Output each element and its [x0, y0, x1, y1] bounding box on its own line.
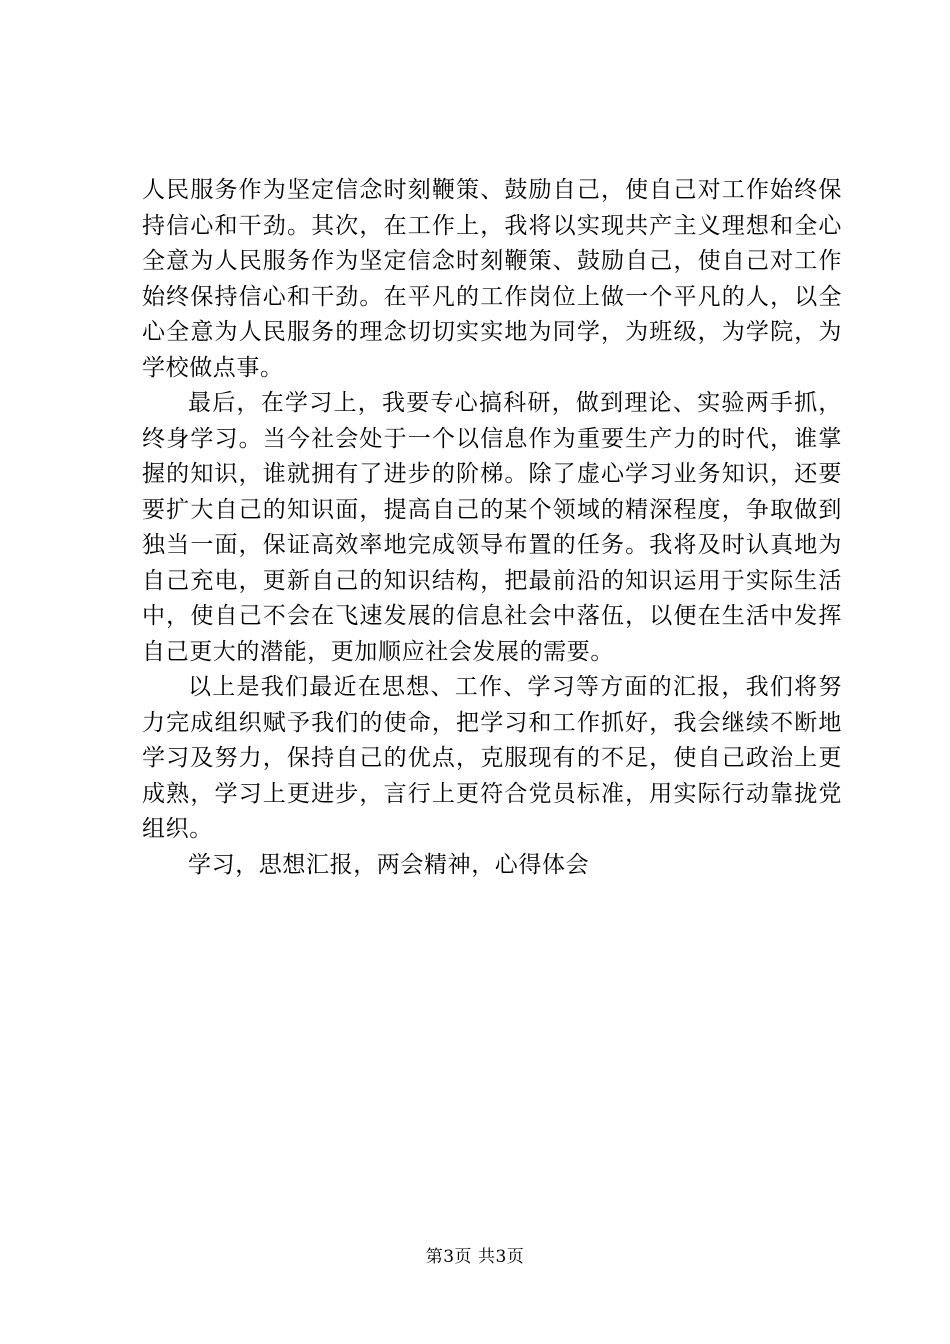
keywords-line: 学习，思想汇报，两会精神，心得体会	[188, 851, 590, 878]
page-footer	[0, 1242, 950, 1267]
document-body	[142, 173, 842, 883]
paragraph-2: 最后，在学习上，我要专心搞科研，做到理论、实验两手抓，终身学习。当今社会处于一个以信息作为重要生产力的时代，谁掌握的知识，谁就拥有了进步的阶梯。除了虚心学习业务知识，还要要扩大自己的知识面，提高自己的某个领域的精深程度，争取做到独当一面，保证高效率地完成领导布置的任务。我将及时认真地为自己充电，更新自己的知识结构，把最前沿的知识运用于实际生活中，使自己不会在飞速发展的信息社会中落伍，以便在生活中发挥自己更大的潜能，更加顺应社会发展的需要。	[142, 390, 842, 665]
paragraph-1: 人民服务作为坚定信念时刻鞭策、鼓励自己，使自己对工作始终保持信心和干劲。其次，在工作上，我将以实现共产主义理想和全心全意为人民服务作为坚定信念时刻鞭策、鼓励自己，使自己对工作始终保持信心和干劲。在平凡的工作岗位上做一个平凡的人，以全心全意为人民服务的理念切切实实地为同学，为班级，为学院，为学校做点事。	[142, 177, 842, 381]
page-number-indicator: 第3页 共3页	[425, 1247, 525, 1267]
paragraph-3: 以上是我们最近在思想、工作、学习等方面的汇报，我们将努力完成组织赋予我们的使命，把学习和工作抓好，我会继续不断地学习及努力，保持自己的优点，克服现有的不足，使自己政治上更成熟，学习上更进步，言行上更符合党员标准，用实际行动靠拢党组织。	[142, 674, 842, 842]
